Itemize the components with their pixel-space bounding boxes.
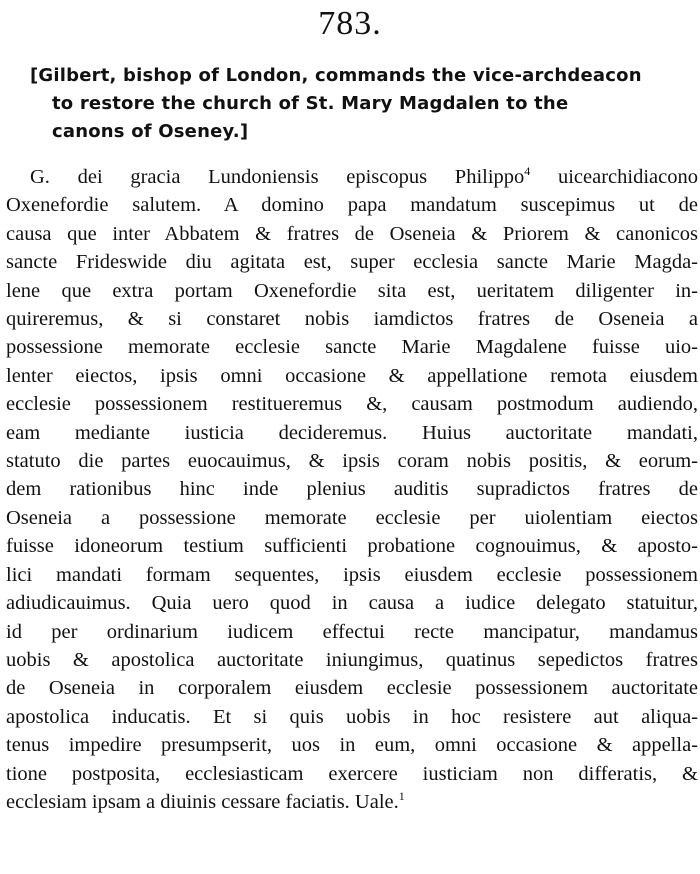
text-line (6, 788, 698, 816)
text-fragment: uicearchidiacono (557, 166, 698, 188)
document-heading (30, 62, 700, 146)
text-line: id per ordinarium iudicem effectui recte mancipatur, mandamus (6, 620, 698, 643)
heading-line: to restore the church of St. Mary Magdalen to the (52, 93, 569, 114)
text-line: adiudicauimus. Quia uero quod in causa a iudice delegato statuitur, (6, 592, 698, 615)
text-line: eam mediante iusticia decideremus. Huius auctoritate mandati, (6, 421, 698, 444)
text-line: ecclesie possessionem restitueremus &, causam postmodum audiendo, (6, 393, 698, 416)
charter-text (6, 163, 698, 816)
footnote-marker: 1 (398, 789, 405, 804)
text-line: causa que inter Abbatem & fratres de Oseneia & Priorem & canonicos (6, 222, 698, 245)
document-number: 783. (318, 5, 382, 42)
text-line: sancte Frideswide diu agitata est, super ecclesia sancte Marie Magda- (6, 251, 698, 274)
text-fragment: ecclesiam ipsam a diuinis cessare faciatis. Uale. (6, 790, 399, 813)
text-line: lene que extra portam Oxenefordie sita est, ueritatem diligenter in- (6, 279, 698, 302)
text-line: dem rationibus hinc inde plenius auditis supradictos fratres de (6, 478, 698, 501)
text-line: de Oseneia in corporalem eiusdem ecclesie possessionem auctoritate (6, 677, 698, 700)
footnote-marker: 4 (524, 164, 531, 179)
text-line (6, 163, 698, 191)
heading-line: [Gilbert, bishop of London, commands the vice-archdeacon (30, 65, 642, 86)
text-line: fuisse idoneorum testium sufficienti probatione cognouimus, & aposto- (6, 535, 698, 558)
text-line: Oxenefordie salutem. A domino papa mandatum suscepimus ut de (6, 194, 698, 217)
text-line: apostolica inducatis. Et si quis uobis in hoc resistere aut aliqua- (6, 705, 698, 728)
text-line: tione postposita, ecclesiasticam exercere iusticiam non differatis, & (6, 762, 698, 785)
text-line: lenter eiectos, ipsis omni occasione & appellatione remota eiusdem (6, 364, 698, 387)
text-line: quireremus, & si constaret nobis iamdictos fratres de Oseneia a (6, 308, 698, 331)
text-line: tenus impedire presumpserit, uos in eum, omni occasione & appella- (6, 734, 698, 757)
text-fragment: G. dei gracia Lundoniensis episcopus Philippo (30, 166, 525, 188)
text-line: uobis & apostolica auctoritate iniungimus, quatinus sepedictos fratres (6, 648, 698, 671)
text-line: statuto die partes euocauimus, & ipsis coram nobis positis, & eorum- (6, 450, 698, 473)
text-line: Oseneia a possessione memorate ecclesie per uiolentiam eiectos (6, 506, 698, 529)
text-line: lici mandati formam sequentes, ipsis eiusdem ecclesie possessionem (6, 563, 698, 586)
heading-line: canons of Oseney.] (52, 121, 249, 142)
text-line: possessione memorate ecclesie sancte Marie Magdalene fuisse uio- (6, 336, 698, 359)
